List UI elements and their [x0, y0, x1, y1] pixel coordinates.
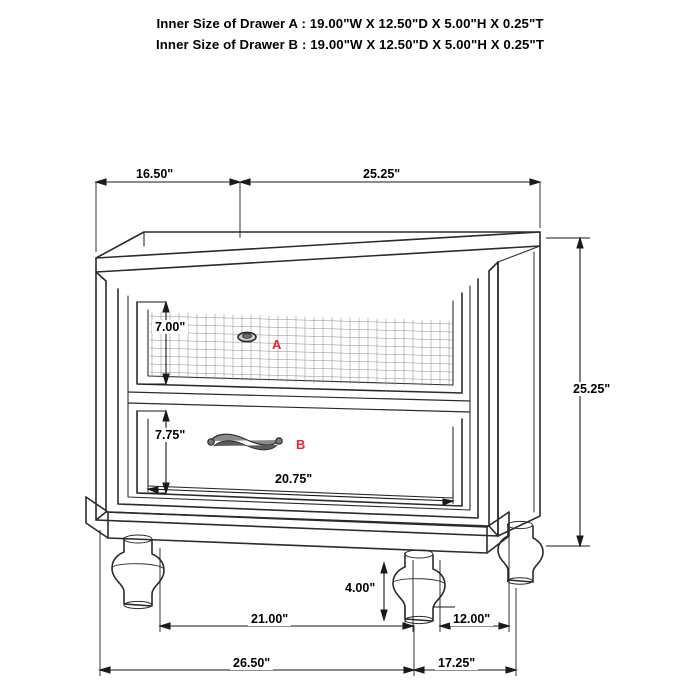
cabinet-right-side	[498, 246, 540, 536]
drawer-a-marker: A	[272, 337, 282, 352]
dim-label-12-00: 12.00"	[450, 612, 493, 626]
dim-label-25-25-right: 25.25"	[570, 382, 613, 396]
drawer-b	[137, 411, 462, 506]
dim-label-16-50: 16.50"	[133, 167, 176, 181]
leg-back-right	[498, 521, 543, 584]
leg-front-left	[112, 535, 164, 609]
drawer-divider-rail	[128, 392, 470, 412]
dim-label-17-25: 17.25"	[435, 656, 478, 670]
rattan-texture	[150, 312, 452, 386]
dim-7-00	[163, 302, 169, 384]
dim-4-00	[381, 563, 387, 620]
drawer-b-marker: B	[296, 437, 306, 452]
leg-front-right	[393, 550, 445, 624]
dim-label-7-00: 7.00"	[152, 320, 188, 334]
dim-label-7-75: 7.75"	[152, 428, 188, 442]
dim-label-21-00: 21.00"	[248, 612, 291, 626]
drawer-b-inner-size-text: Inner Size of Drawer B : 19.00"W X 12.50"D X 5.00"H X 0.25"T	[156, 37, 544, 52]
dim-7-75	[163, 411, 169, 493]
dim-label-20-75: 20.75"	[272, 472, 315, 486]
drawer-a-inner-size-text: Inner Size of Drawer A : 19.00"W X 12.50"D X 5.00"H X 0.25"T	[156, 16, 544, 31]
bow-pull-handle-icon	[208, 434, 282, 450]
dim-label-26-50: 26.50"	[230, 656, 273, 670]
drawer-a	[137, 293, 462, 393]
cabinet-top	[96, 232, 540, 272]
dim-label-4-00: 4.00"	[342, 581, 378, 595]
dim-label-25-25-top: 25.25"	[360, 167, 403, 181]
round-knob-icon	[238, 332, 256, 341]
